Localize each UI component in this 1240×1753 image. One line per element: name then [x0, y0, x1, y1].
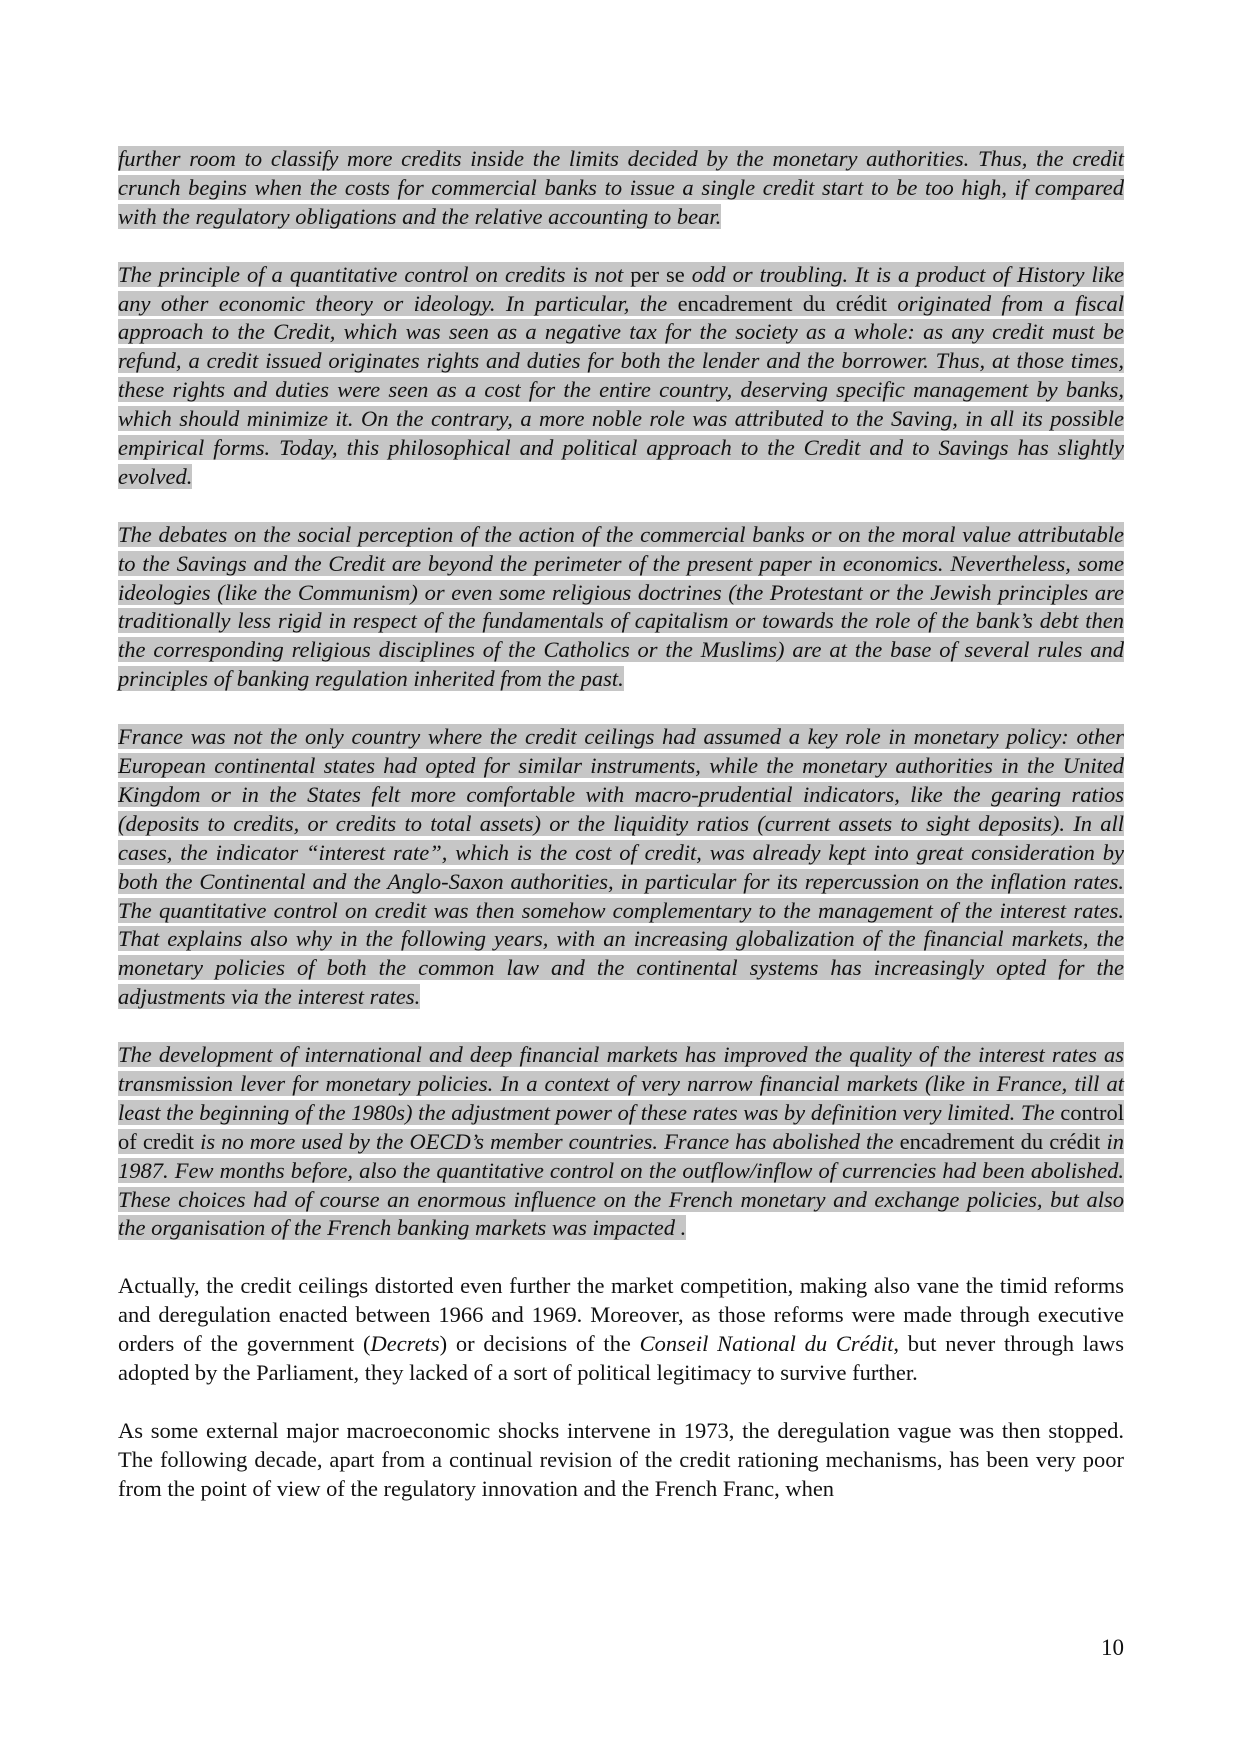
text-segment: originated from a fiscal approach to the Credit, which was seen as a negative tax for the society as a whole: as any credit must be refund, a credit issued originates rights and duties for both the lender and the borrower. Thus, at those times, these rights and duties were seen as a cost for the entire country, deserving specific management by banks, which should minimize it. On the contrary, a more noble role was attributed to the Saving, in all its possible empirical forms. Today, this philosophical and political approach to the Credit and to Savings has slightly evolved. — [118, 290, 1124, 489]
text-segment-roman: encadrement du crédit — [677, 290, 888, 316]
paragraph-5 — [118, 1041, 1124, 1243]
text-segment-roman: encadrement du crédit — [899, 1128, 1101, 1154]
paragraph-6 — [118, 1272, 1124, 1388]
paragraph-3 — [118, 521, 1124, 694]
text-segment: is no more used by the OECD’s member countries. France has abolished the — [194, 1128, 900, 1154]
text-segment: The development of international and deep financial markets has improved the quality of the interest rates as transmission lever for monetary policies. In a context of very narrow financial markets (like in France, till at least the beginning of the 1980s) the adjustment power of these rates was by definition very limited. The — [118, 1042, 1124, 1125]
body-text — [118, 145, 1124, 1532]
paragraph-7 — [118, 1417, 1124, 1504]
text-segment-roman: control of credit — [118, 1099, 1124, 1154]
text-segment-italic: Conseil National du Crédit — [639, 1331, 894, 1357]
paragraph-4 — [118, 723, 1124, 1012]
paragraph-1 — [118, 145, 1124, 232]
text-segment: ) or decisions of the — [439, 1331, 640, 1357]
paragraph-2 — [118, 261, 1124, 492]
text-segment: Actually, the credit ceilings distorted even further the market competition, making also vane the timid reforms and deregulation enacted between 1966 and 1969. Moreover, as those reforms were made through executive orders of the government ( — [118, 1273, 1124, 1357]
text-segment-italic: Decrets — [370, 1331, 440, 1357]
text-segment-roman: per se — [630, 261, 685, 287]
page-number: 10 — [1101, 1635, 1124, 1660]
text-segment: As some external major macroeconomic shocks intervene in 1973, the deregulation vague was then stopped. The following decade, apart from a continual revision of the credit rationing mechanisms, has been very poor from the point of view of the regulatory innovation and the French Franc, when — [118, 1417, 1124, 1501]
text-segment: The principle of a quantitative control on credits is not — [118, 261, 631, 287]
text-segment: odd or troubling. It is a product of History like any other economic theory or ideology. In particular, the — [118, 261, 1124, 316]
text-segment: The debates on the social perception of the action of the commercial banks or on the moral value attributable to the Savings and the Credit are beyond the perimeter of the present paper in economics. Nevertheless, some ideologies (like the Communism) or even some religious doctrines (the Protestant or the Jewish principles are traditionally less rigid in respect of the fundamentals of capitalism or towards the role of the bank’s debt then the corresponding religious disciplines of the Catholics or the Muslims) are at the base of several rules and principles of banking regulation inherited from the past. — [118, 521, 1124, 692]
text-segment: , but never through laws adopted by the Parliament, they lacked of a sort of political legitimacy to survive further. — [118, 1331, 1124, 1385]
text-segment: France was not the only country where the credit ceilings had assumed a key role in monetary policy: other European continental states had opted for similar instruments, while the monetary authorities in the United Kingdom or in the States felt more comfortable with macro-prudential indicators, like the gearing ratios (deposits to credits, or credits to total assets) or the liquidity ratios (current assets to sight deposits). In all cases, the indicator “interest rate”, which is the cost of credit, was already kept into great consideration by both the Continental and the Anglo-Saxon authorities, in particular for its repercussion on the inflation rates. The quantitative control on credit was then somehow complementary to the management of the interest rates. That explains also why in the following years, with an increasing globalization of the financial markets, the monetary policies of both the common law and the continental systems has increasingly opted for the adjustments via the interest rates. — [118, 724, 1124, 1010]
text-segment: in 1987. Few months before, also the quantitative control on the outflow/inflow of currencies had been abolished. These choices had of course an enormous influence on the French monetary and exchange policies, but also the organisation of the French banking markets was impacted . — [118, 1128, 1124, 1241]
text-segment: further room to classify more credits inside the limits decided by the monetary authorities. Thus, the credit crunch begins when the costs for commercial banks to issue a single credit start to be too high, if compared with the regulatory obligations and the relative accounting to bear. — [118, 146, 1124, 229]
